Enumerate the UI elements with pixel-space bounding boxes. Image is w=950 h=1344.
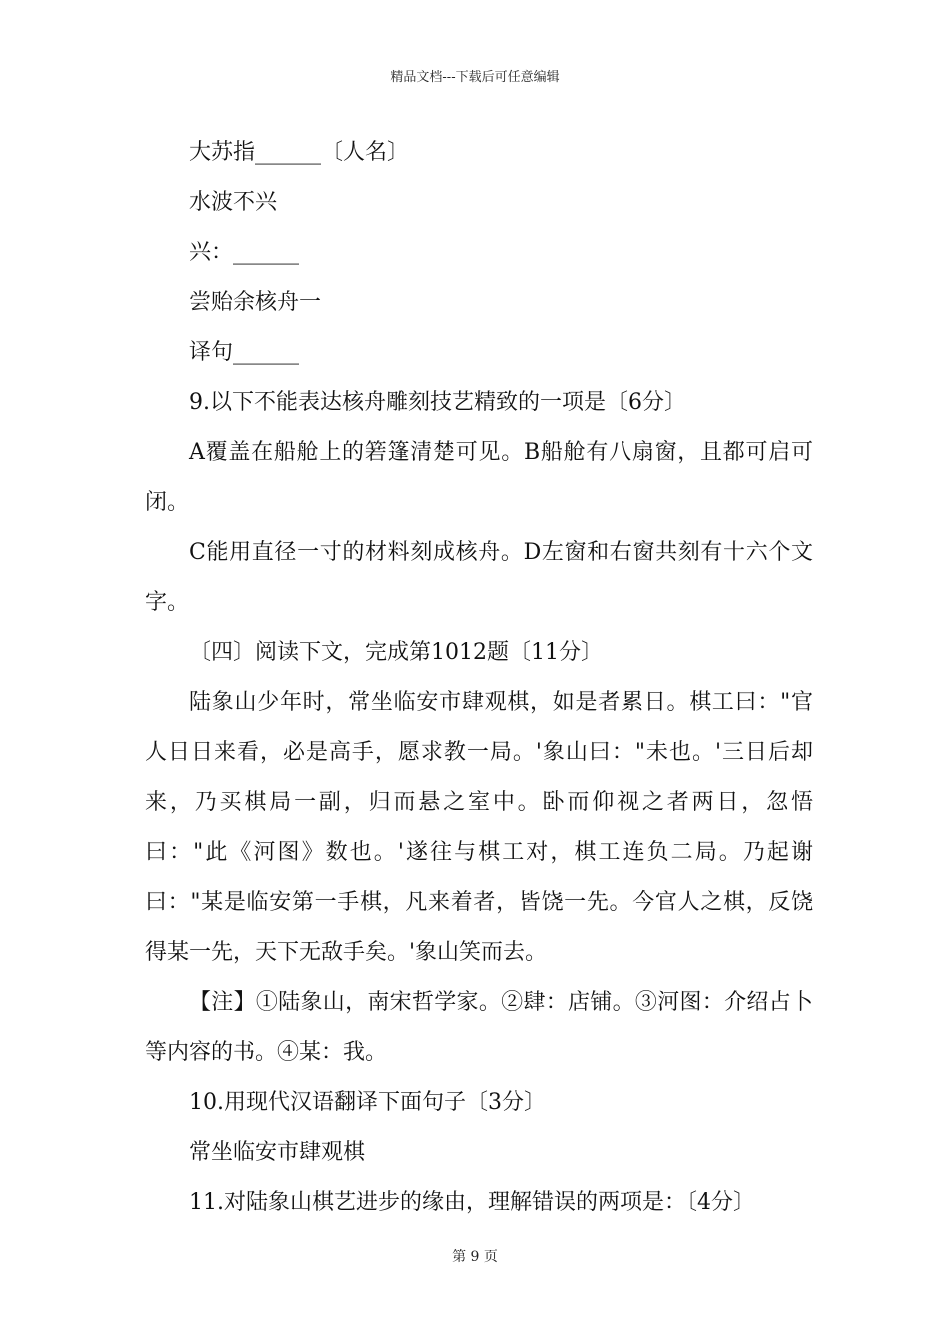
question-9-options-ab: A覆盖在船舱上的箬篷清楚可见。B船舱有八扇窗，且都可启可闭。 xyxy=(145,440,813,515)
fill-blank-xing: 兴：______ xyxy=(189,240,300,265)
question-10-sentence: 常坐临安市肆观棋 xyxy=(189,1140,366,1165)
section-4-heading: 〔四〕阅读下文，完成第1012题〔11分〕 xyxy=(189,640,603,665)
page-header: 精品文档---下载后可任意编辑 xyxy=(390,70,560,85)
fill-blank-translate: 译句______ xyxy=(189,340,300,365)
reading-passage: 陆象山少年时，常坐临安市肆观棋，如是者累日。棋工曰："官人日日来看，必是高手，愿求教一局。'象山曰："未也。'三日后却来，乃买棋局一副，归而悬之室中。卧而仰视之者两日，忽悟曰："此《河图》数也。'遂往与棋工对，棋工连负二局。乃起谢曰："某是临安第一手棋，凡来着者，皆饶一先。今官人之棋，反饶得某一先，天下无敌手矣。'象山笑而去。 xyxy=(145,690,813,965)
phrase-shuibo: 水波不兴 xyxy=(189,190,278,215)
phrase-changyi: 尝贻余核舟一 xyxy=(189,290,322,315)
document-body xyxy=(145,128,813,1228)
question-10: 10.用现代汉语翻译下面句子〔3分〕 xyxy=(189,1090,546,1115)
question-11: 11.对陆象山棋艺进步的缘由，理解错误的两项是：〔4分〕 xyxy=(189,1190,755,1215)
page-number: 第 9 页 xyxy=(452,1249,498,1265)
passage-notes: 【注】①陆象山，南宋哲学家。②肆：店铺。③河图：介绍占卜等内容的书。④某：我。 xyxy=(145,990,813,1065)
question-9-options-cd: C能用直径一寸的材料刻成核舟。D左窗和右窗共刻有十六个文字。 xyxy=(145,540,813,615)
question-9: 9.以下不能表达核舟雕刻技艺精致的一项是〔6分〕 xyxy=(189,390,686,415)
fill-blank-dasu: 大苏指______〔人名〕 xyxy=(189,140,410,165)
